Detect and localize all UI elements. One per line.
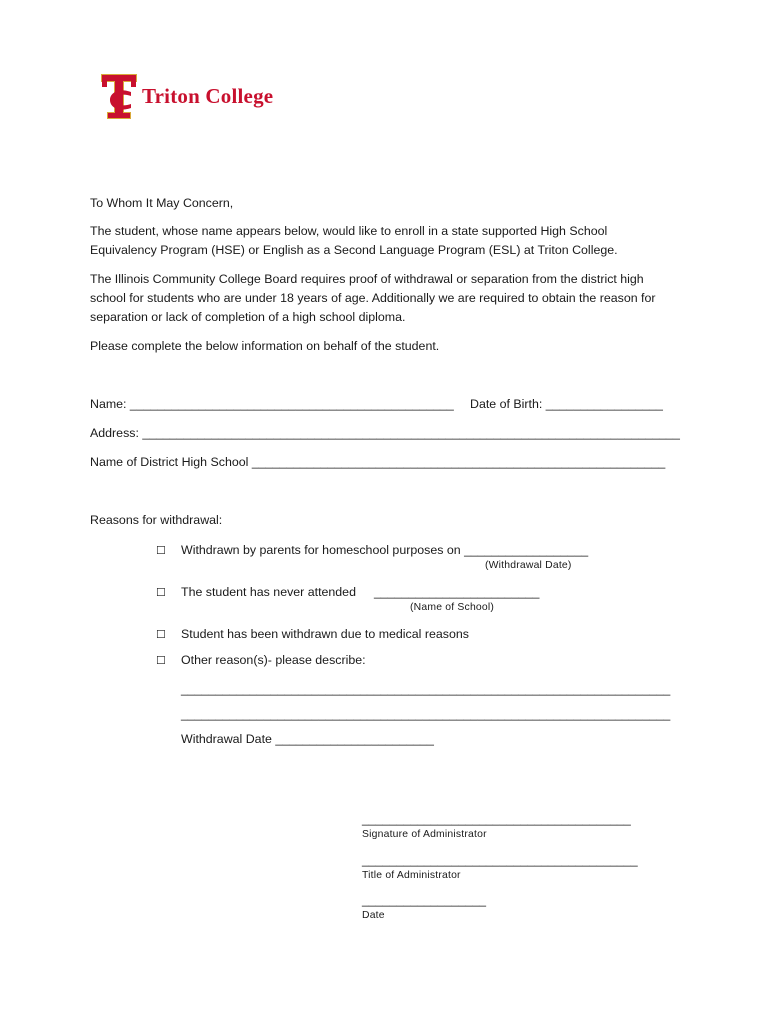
medical-reason: Student has been withdrawn due to medical reasons [181,627,469,641]
homeschool-reason[interactable]: Withdrawn by parents for homeschool purposes on __________________ [181,543,589,557]
title-label: Title of Administrator [362,870,461,881]
homeschool-checkbox[interactable]: ☐ [156,545,166,557]
withdrawal-date-caption: (Withdrawal Date) [485,560,572,571]
date-of-birth-field[interactable]: Date of Birth: _________________ [470,397,663,411]
address-field[interactable]: Address: ______________________________________________________________________________ [90,426,680,440]
triton-college-logo [100,72,280,120]
withdrawal-date-field[interactable]: Withdrawal Date _______________________ [181,732,434,746]
name-of-school-caption: (Name of School) [410,602,495,613]
college-name: Triton College [142,84,274,108]
reasons-heading: Reasons for withdrawal: [90,513,223,527]
never-attended-reason: The student has never attended [181,585,356,599]
salutation: To Whom It May Concern, [90,196,234,210]
paragraph-2-line-1: The Illinois Community College Board requires proof of withdrawal or separation from the district high [90,272,644,286]
other-reason-line-2[interactable]: _______________________________________________________________________ [181,707,671,721]
signature-label: Signature of Administrator [362,829,487,840]
paragraph-3: Please complete the below information on behalf of the student. [90,339,440,353]
other-reason-label: Other reason(s)- please describe: [181,653,366,667]
paragraph-1-line-1: The student, whose name appears below, would like to enroll in a state supported High School [90,224,608,238]
other-reason-checkbox[interactable]: ☐ [156,655,166,667]
paragraph-2-line-3: separation or lack of completion of a high school diploma. [90,310,406,324]
name-field[interactable]: Name: _______________________________________________ [90,397,454,411]
never-attended-school-field[interactable]: ________________________ [374,585,540,599]
signature-line[interactable]: _______________________________________ [362,812,631,826]
never-attended-checkbox[interactable]: ☐ [156,587,166,599]
other-reason-line-1[interactable]: _______________________________________________________________________ [181,682,671,696]
date-label: Date [362,910,385,921]
paragraph-1-line-2: Equivalency Program (HSE) or English as a Second Language Program (ESL) at Triton College. [90,243,618,257]
district-high-school-field[interactable]: Name of District High School ____________________________________________________________ [90,455,666,469]
date-line[interactable]: __________________ [362,893,487,907]
tc-monogram-icon [100,72,138,120]
medical-checkbox[interactable]: ☐ [156,629,166,641]
title-line[interactable]: ________________________________________ [362,853,638,867]
paragraph-2-line-2: school for students who are under 18 years of age. Additionally we are required to obtain the reason for [90,291,656,305]
